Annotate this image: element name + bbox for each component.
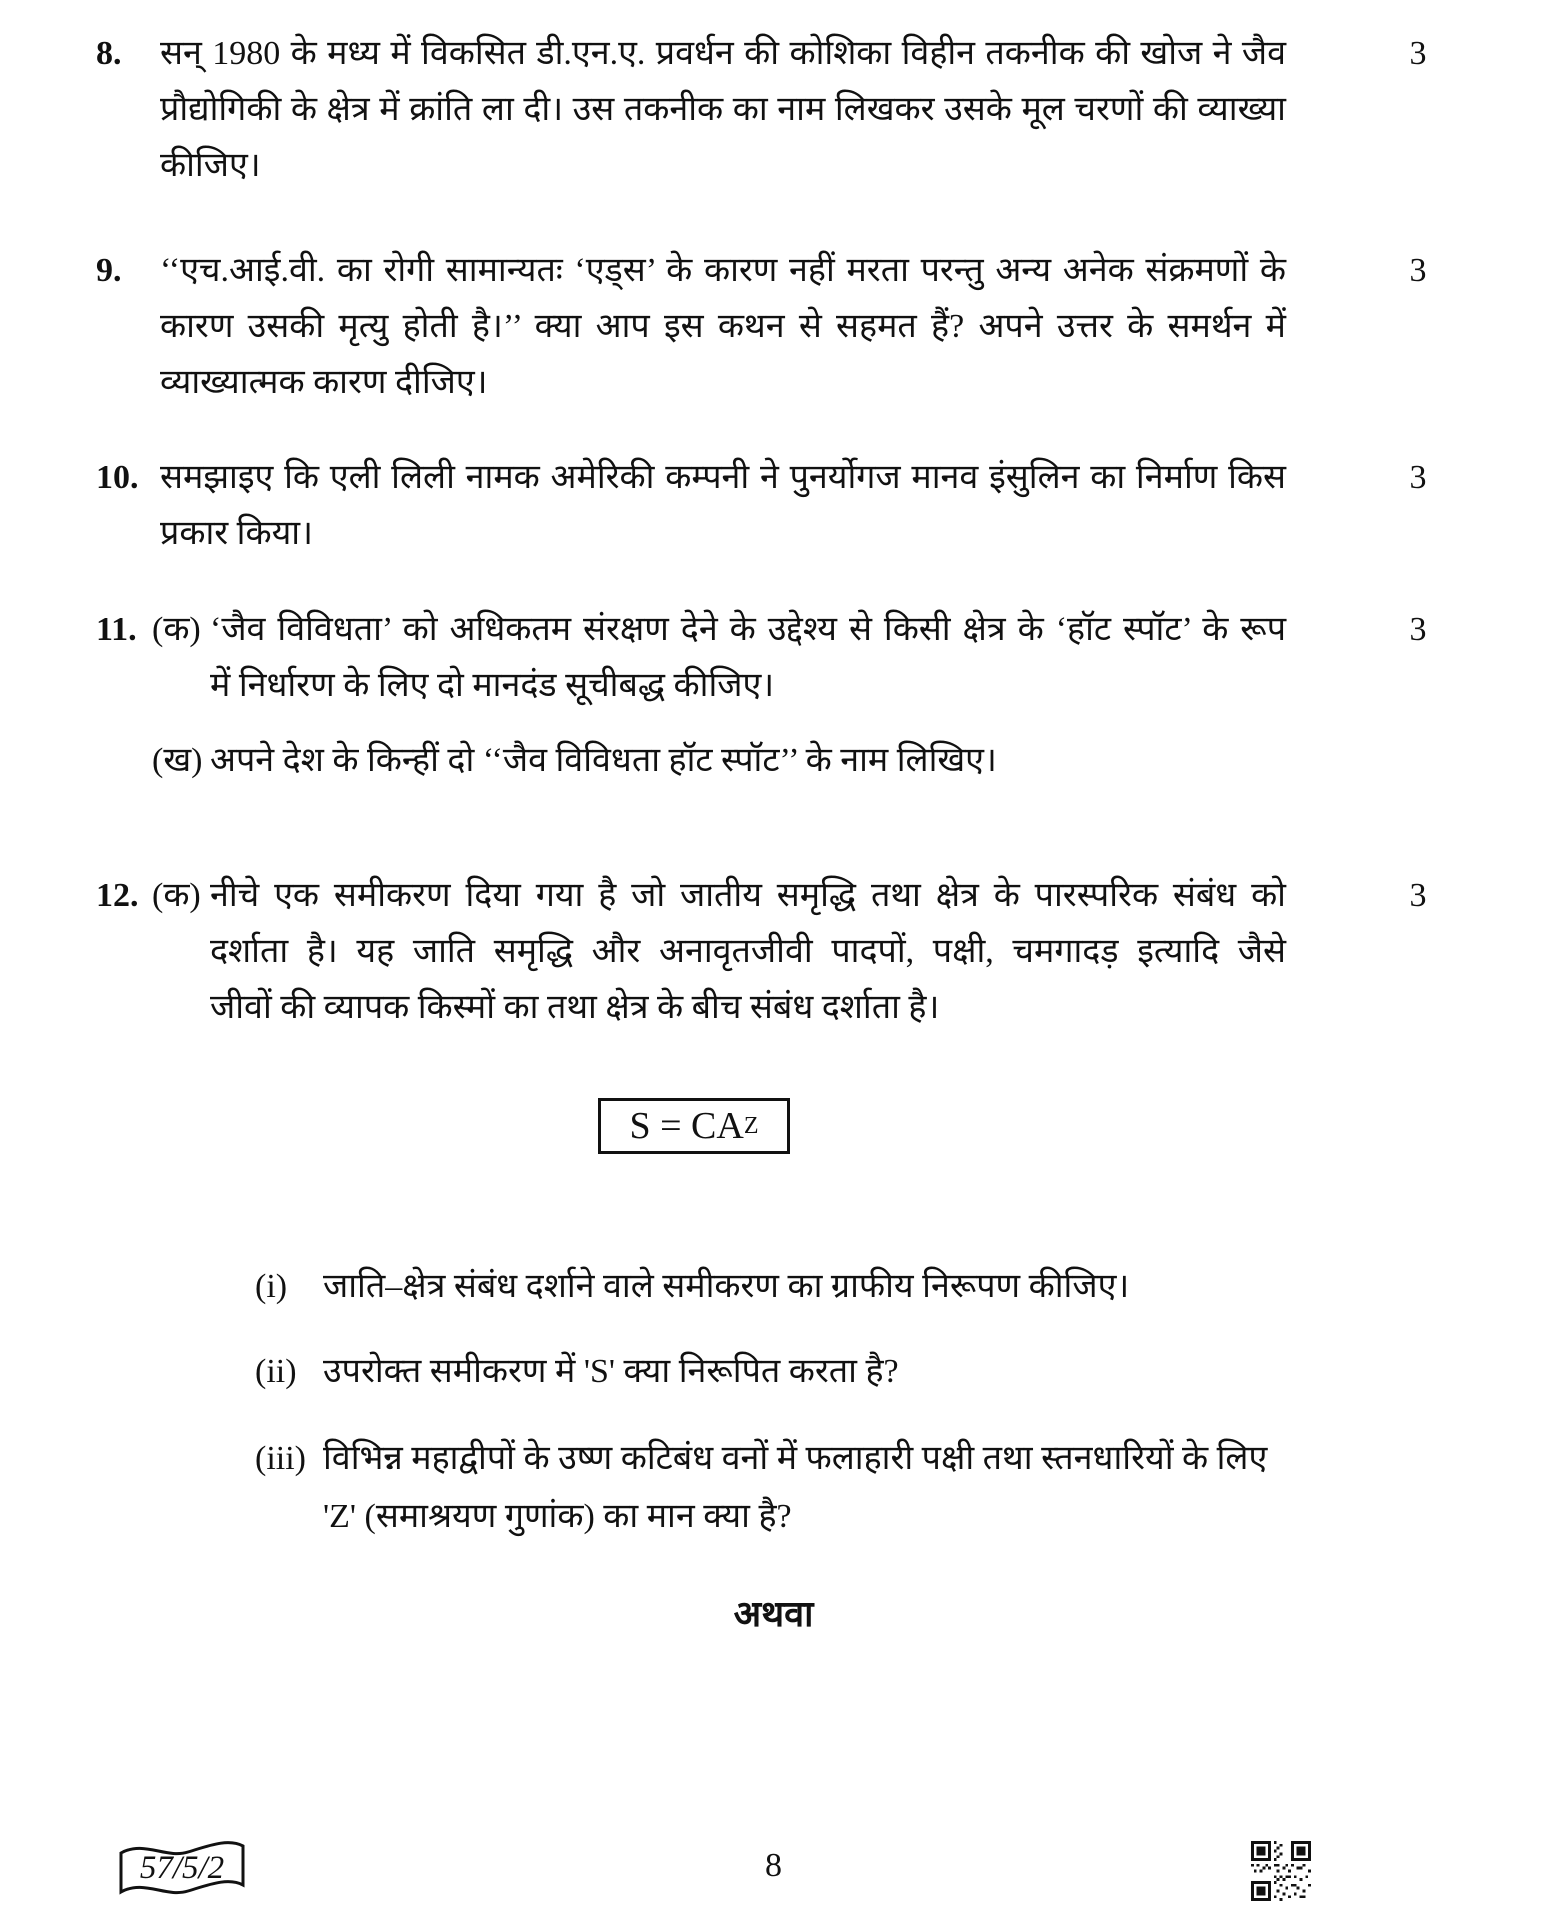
question-text-line: नीचे एक समीकरण दिया गया है जो जातीय समृद्धि तथा क्षेत्र के पारस्परिक संबंध को	[210, 877, 1286, 914]
question-text-line: ‘‘एच.आई.वी. का रोगी सामान्यतः ‘एड्स’ के कारण नहीं मरता परन्तु अन्य अनेक संक्रमणों के	[160, 252, 1286, 289]
question-text-line: कीजिए।	[160, 147, 261, 184]
question-text	[323, 1258, 1288, 1316]
part-label: (क)	[152, 611, 201, 648]
question-text-line: विभिन्न महाद्वीपों के उष्ण कटिबंध वनों में फलाहारी पक्षी तथा स्तनधारियों के लिए	[323, 1440, 1268, 1477]
question-number: 8.	[96, 35, 122, 72]
question-text	[210, 868, 1286, 1036]
question-text-line: समझाइए कि एली लिली नामक अमेरिकी कम्पनी ने पुनर्योगज मानव इंसुलिन का निर्माण किस	[160, 459, 1286, 496]
question-text-line: प्रकार किया।	[160, 515, 313, 552]
question-text-line: कारण उसकी मृत्यु होती है।’’ क्या आप इस कथन से सहमत हैं? अपने उत्तर के समर्थन में	[160, 308, 1286, 345]
question-number: 10.	[96, 459, 139, 496]
part-label: (ख)	[152, 742, 203, 779]
question-text-line: दर्शाता है। यह जाति समृद्धि और अनावृतजीवी पादपों, पक्षी, चमगादड़ इत्यादि जैसे	[210, 933, 1286, 970]
or-separator: अथवा	[733, 1594, 814, 1634]
part-label: (क)	[152, 877, 201, 914]
question-text	[210, 733, 1286, 789]
question-number: 9.	[96, 252, 122, 289]
question-text-line: अपने देश के किन्हीं दो ‘‘जैव विविधता हॉट स्पॉट’’ के नाम लिखिए।	[210, 742, 997, 779]
subpart-label: (iii)	[255, 1440, 306, 1477]
question-text-line: ‘जैव विविधता’ को अधिकतम संरक्षण देने के उद्देश्य से किसी क्षेत्र के ‘हॉट स्पॉट’ के रूप	[210, 611, 1286, 648]
question-text-line: में निर्धारण के लिए दो मानदंड सूचीबद्ध कीजिए।	[210, 667, 775, 704]
equation-box: S = CA Z	[598, 1098, 790, 1154]
question-text	[160, 243, 1286, 411]
question-text-line: प्रौद्योगिकी के क्षेत्र में क्रांति ला दी। उस तकनीक का नाम लिखकर उसके मूल चरणों की व्याख्या	[160, 91, 1286, 128]
question-text-line: 'Z' (समाश्रयण गुणांक) का मान क्या है?	[323, 1498, 792, 1535]
question-text	[210, 602, 1286, 714]
question-text	[160, 26, 1286, 194]
qr-code-icon	[1251, 1841, 1311, 1901]
question-text-line: व्याख्यात्मक कारण दीजिए।	[160, 364, 488, 401]
question-text-line: जाति–क्षेत्र संबंध दर्शाने वाले समीकरण का ग्राफीय निरूपण कीजिए।	[323, 1268, 1130, 1305]
question-text	[160, 450, 1286, 562]
marks-value: 3	[1409, 252, 1427, 289]
question-text-line: सन् 1980 के मध्य में विकसित डी.एन.ए. प्रवर्धन की कोशिका विहीन तकनीक की खोज ने जैव	[160, 35, 1286, 72]
question-text-line: उपरोक्त समीकरण में 'S' क्या निरूपित करता है?	[323, 1353, 899, 1390]
question-number: 11.	[96, 611, 137, 648]
paper-code: 57/5/2	[139, 1850, 225, 1886]
marks-value: 3	[1409, 459, 1427, 496]
question-number: 12.	[96, 877, 139, 914]
qr-code-graphic	[1251, 1841, 1311, 1901]
marks-value: 3	[1409, 35, 1427, 72]
marks-value: 3	[1409, 611, 1427, 648]
question-text	[323, 1343, 1288, 1401]
question-text	[323, 1430, 1288, 1546]
question-text-line: जीवों की व्यापक किस्मों का तथा क्षेत्र के बीच संबंध दर्शाता है।	[210, 989, 940, 1026]
equation-base: S = CA	[629, 1105, 744, 1147]
subpart-label: (i)	[255, 1268, 288, 1305]
marks-value: 3	[1409, 877, 1427, 914]
subpart-label: (ii)	[255, 1353, 297, 1390]
page-number: 8	[765, 1847, 782, 1884]
